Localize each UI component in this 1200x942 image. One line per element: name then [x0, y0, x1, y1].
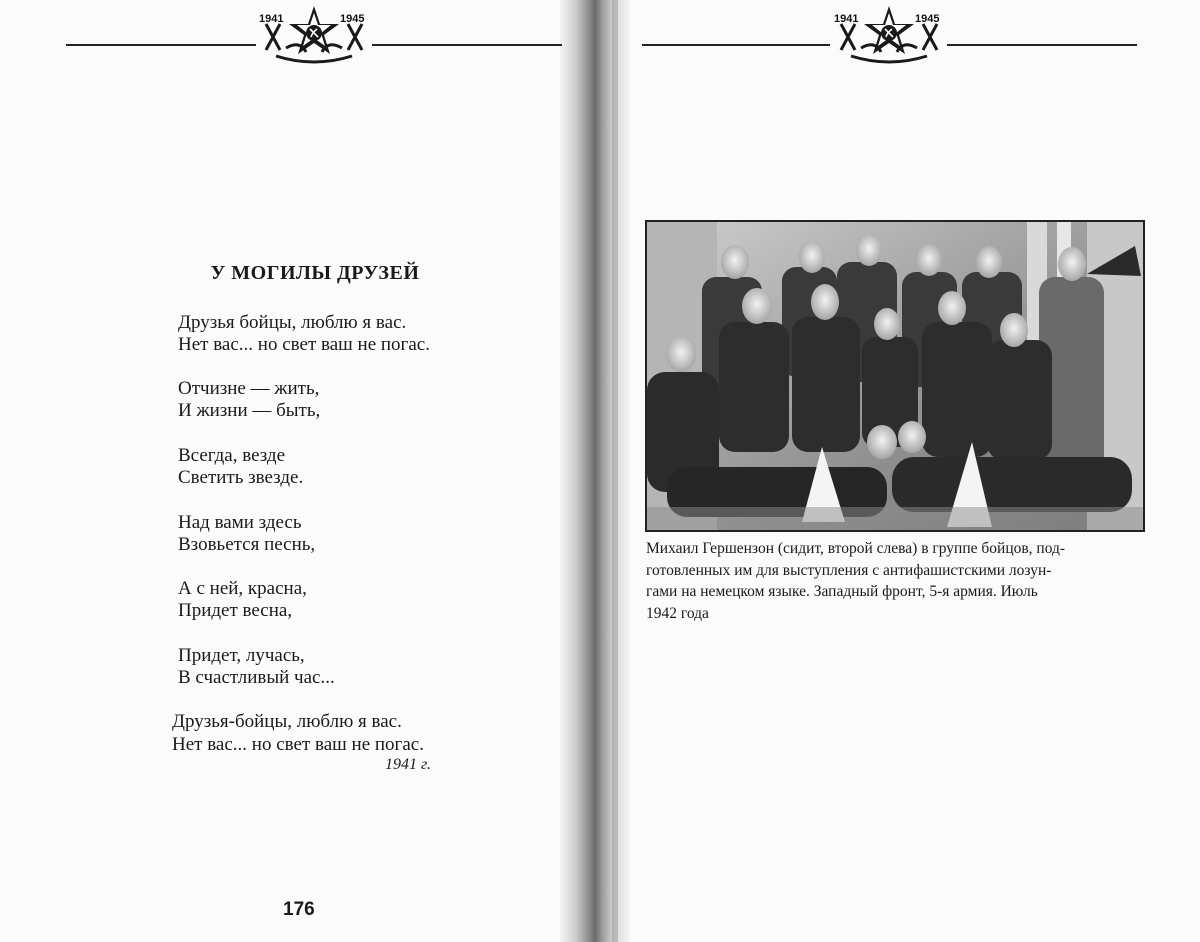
poem-line: В счастливый час... [178, 667, 335, 688]
victory-emblem-icon [256, 4, 372, 66]
emblem-year-end: 1945 [915, 13, 940, 25]
poem-line: Друзья бойцы, люблю я вас. [178, 312, 407, 333]
victory-emblem-icon [831, 4, 947, 66]
photograph-illustration [647, 222, 1143, 530]
group-photograph [645, 220, 1145, 532]
header-rule-right-b [947, 44, 1137, 46]
photo-caption [646, 538, 1142, 624]
book-spine-shadow [560, 0, 630, 942]
caption-line: готовленных им для выступления с антифашистскими лозун- [646, 561, 1052, 579]
poem-line: Взовьется песнь, [178, 534, 316, 555]
emblem-year-start: 1941 [259, 13, 284, 25]
emblem-year-end: 1945 [340, 13, 365, 25]
header-rule-left-a [66, 44, 256, 46]
page-gutter-edge [612, 0, 618, 942]
poem-date: 1941 г. [385, 756, 432, 773]
poem-line: Нет вас... но свет ваш не погас. [172, 734, 424, 755]
emblem-year-start: 1941 [834, 13, 859, 25]
poem-line: Придет, лучась, [178, 645, 305, 666]
poem-line: Друзья-бойцы, люблю я вас. [172, 711, 402, 732]
poem-line: Нет вас... но свет ваш не погас. [178, 334, 430, 355]
poem-line: Всегда, везде [178, 445, 286, 466]
caption-line: гами на немецком языке. Западный фронт, 5-я армия. Июль [646, 583, 1038, 600]
header-rule-right-a [642, 44, 830, 46]
caption-line: 1942 года [646, 604, 709, 622]
poem-line: А с ней, красна, [178, 578, 307, 599]
caption-line: Михаил Гершензон (сидит, второй слева) в группе бойцов, под- [646, 540, 1066, 557]
header-rule-left-b [372, 44, 562, 46]
poem-line: Придет весна, [178, 600, 293, 621]
page-number: 176 [283, 899, 315, 920]
poem-line: Над вами здесь [178, 512, 302, 533]
poem-line: Светить звезде. [178, 467, 304, 488]
poem-title: У МОГИЛЫ ДРУЗЕЙ [210, 262, 420, 284]
poem-line: Отчизне — жить, [178, 378, 320, 399]
poem-line: И жизни — быть, [178, 400, 321, 421]
